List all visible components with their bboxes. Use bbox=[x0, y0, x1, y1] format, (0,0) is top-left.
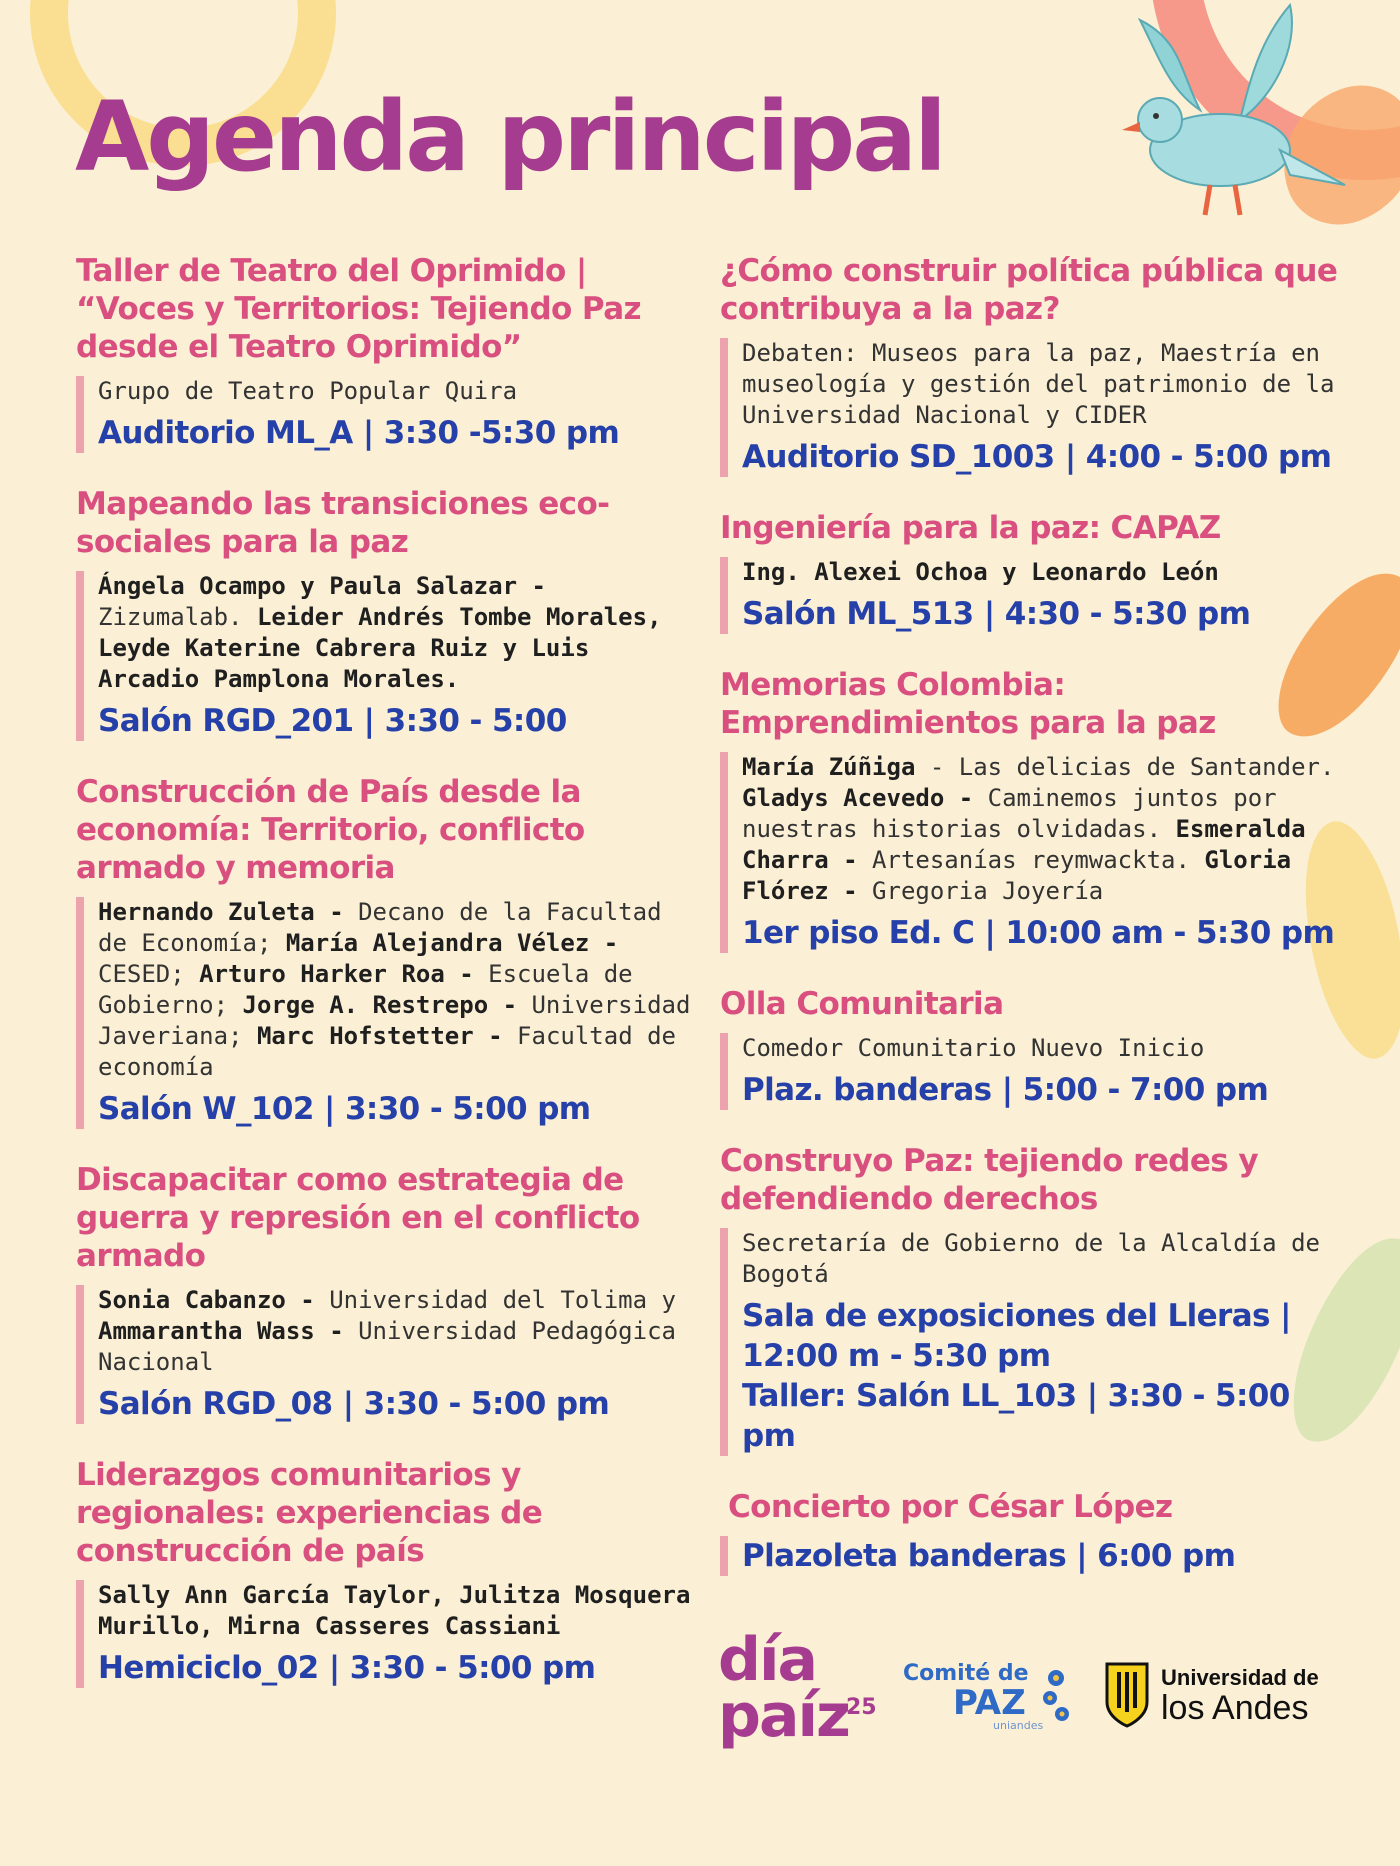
event-title: ¿Cómo construir política pública que contribuya a la paz? bbox=[720, 253, 1338, 327]
event-body bbox=[720, 1228, 1340, 1456]
event-location: Salón RGD_08 | 3:30 - 5:00 pm bbox=[98, 1386, 610, 1422]
event-card bbox=[720, 252, 1340, 477]
speaker-name: Gloria Flórez - bbox=[742, 846, 1292, 905]
event-title: Taller de Teatro del Oprimido | “Voces y Territorios: Tejiendo Paz desde el Teatro Oprimido” bbox=[76, 253, 641, 365]
comite-logo-line1: Comité de bbox=[903, 1661, 1029, 1686]
event-body bbox=[76, 897, 696, 1129]
event-body bbox=[76, 571, 696, 741]
event-card bbox=[76, 773, 696, 1129]
event-description bbox=[98, 1580, 696, 1642]
event-card bbox=[76, 1161, 696, 1424]
uniandes-shield-icon bbox=[1103, 1662, 1151, 1728]
event-description bbox=[742, 752, 1340, 907]
speaker-affiliation: Facultad de economía bbox=[98, 1022, 676, 1081]
event-location: Salón ML_513 | 4:30 - 5:30 pm bbox=[742, 596, 1251, 632]
speaker-affiliation: Gregoria Joyería bbox=[872, 877, 1104, 905]
event-body bbox=[76, 376, 696, 453]
event-description bbox=[742, 557, 1340, 588]
speaker-affiliation: Comedor Comunitario Nuevo Inicio bbox=[742, 1034, 1205, 1062]
speaker-affiliation: Artesanías reymwackta. bbox=[872, 846, 1205, 874]
speaker-affiliation: Grupo de Teatro Popular Quira bbox=[98, 377, 518, 405]
page-title: Agenda principal bbox=[75, 81, 944, 193]
event-description bbox=[98, 1285, 696, 1378]
speaker-affiliation: - Las delicias de Santander. bbox=[929, 753, 1335, 781]
speaker-affiliation: Secretaría de Gobierno de la Alcaldía de Bogotá bbox=[742, 1229, 1320, 1288]
event-card bbox=[76, 1456, 696, 1688]
uniandes-logo-text bbox=[1161, 1666, 1319, 1726]
event-card bbox=[76, 485, 696, 741]
speaker-affiliation: Universidad Javeriana; bbox=[98, 991, 691, 1050]
left-column bbox=[76, 252, 696, 1720]
comite-flower-icon bbox=[1038, 1666, 1074, 1726]
dia-paiz-logo-year: 25 bbox=[846, 1695, 877, 1720]
speaker-name: Esmeralda Charra - bbox=[742, 815, 1306, 874]
event-location: Plazoleta banderas | 6:00 pm bbox=[742, 1538, 1236, 1574]
dia-paiz-logo-top: día bbox=[718, 1625, 817, 1695]
speaker-name: Ammarantha Wass - bbox=[98, 1317, 359, 1345]
dia-paiz-logo bbox=[718, 1625, 877, 1751]
event-description bbox=[98, 571, 696, 695]
speaker-name: María Zúñiga bbox=[742, 753, 930, 781]
event-body bbox=[76, 1580, 696, 1688]
event-location: Salón W_102 | 3:30 - 5:00 pm bbox=[98, 1091, 591, 1127]
speaker-name: Arturo Harker Roa - bbox=[199, 960, 489, 988]
event-location: Plaz. banderas | 5:00 - 7:00 pm bbox=[742, 1072, 1269, 1108]
event-location: Hemiciclo_02 | 3:30 - 5:00 pm bbox=[98, 1650, 596, 1686]
event-title: Olla Comunitaria bbox=[720, 986, 1004, 1022]
speaker-affiliation: Zizumalab. bbox=[98, 603, 257, 631]
speaker-name: Sally Ann García Taylor, Julitza Mosquera Murillo, Mirna Casseres Cassiani bbox=[98, 1581, 691, 1640]
event-body bbox=[720, 1536, 1340, 1576]
uniandes-logo-line1: Universidad de bbox=[1161, 1665, 1319, 1690]
speaker-affiliation: Caminemos juntos por nuestras historias olvidadas. bbox=[742, 784, 1277, 843]
event-location: 1er piso Ed. C | 10:00 am - 5:30 pm bbox=[742, 915, 1335, 951]
event-location-secondary: Taller: Salón LL_103 | 3:30 - 5:00 pm bbox=[742, 1378, 1290, 1454]
speaker-name: Hernando Zuleta - bbox=[98, 898, 359, 926]
event-card bbox=[720, 1488, 1340, 1576]
speaker-name: Ing. Alexei Ochoa y Leonardo León bbox=[742, 558, 1219, 586]
event-description bbox=[742, 1228, 1340, 1290]
speaker-name: Ángela Ocampo y Paula Salazar - bbox=[98, 572, 546, 600]
speaker-affiliation: Debaten: Museos para la paz, Maestría en museología y gestión del patrimonio de la Universidad Nacional y CIDER bbox=[742, 339, 1335, 429]
event-card bbox=[76, 252, 696, 453]
event-description bbox=[98, 897, 696, 1083]
speaker-affiliation: CESED; bbox=[98, 960, 200, 988]
right-column bbox=[720, 252, 1340, 1608]
event-title: Construyo Paz: tejiendo redes y defendiendo derechos bbox=[720, 1143, 1258, 1217]
event-description bbox=[742, 1033, 1340, 1064]
speaker-name: Jorge A. Restrepo - bbox=[242, 991, 532, 1019]
sponsor-logos bbox=[718, 1625, 1338, 1772]
event-description bbox=[742, 338, 1340, 431]
speaker-name: Marc Hofstetter - bbox=[256, 1022, 518, 1050]
event-description bbox=[98, 376, 696, 407]
speaker-name: Leider Andrés Tombe Morales, Leyde Katerine Cabrera Ruiz y Luis Arcadio Pamplona Morales. bbox=[98, 603, 662, 693]
comite-logo-line3: uniandes bbox=[993, 1719, 1044, 1732]
event-title: Liderazgos comunitarios y regionales: experiencias de construcción de país bbox=[76, 1457, 543, 1569]
speaker-affiliation: Universidad Pedagógica Nacional bbox=[98, 1317, 676, 1376]
event-card bbox=[720, 666, 1340, 953]
dove-illustration bbox=[1100, 0, 1360, 240]
speaker-name: Sonia Cabanzo - bbox=[98, 1286, 330, 1314]
event-card bbox=[720, 509, 1340, 634]
event-body bbox=[720, 338, 1340, 477]
event-location: Salón RGD_201 | 3:30 - 5:00 bbox=[98, 703, 567, 739]
speaker-affiliation: Universidad del Tolima y bbox=[329, 1286, 676, 1314]
event-location: Sala de exposiciones del Lleras | 12:00 m - 5:30 pm bbox=[742, 1298, 1291, 1374]
speaker-affiliation: Decano de la Facultad de Economía; bbox=[98, 898, 662, 957]
event-title: Concierto por César López bbox=[728, 1489, 1173, 1525]
event-title: Mapeando las transiciones eco-sociales para la paz bbox=[76, 486, 610, 560]
comite-de-paz-logo bbox=[903, 1662, 1073, 1732]
uniandes-logo bbox=[1103, 1662, 1343, 1732]
comite-logo-line2: PAZ bbox=[953, 1683, 1026, 1723]
uniandes-logo-line2: los Andes bbox=[1161, 1689, 1309, 1727]
speaker-name: Gladys Acevedo - bbox=[742, 784, 988, 812]
event-card bbox=[720, 985, 1340, 1110]
event-body bbox=[720, 1033, 1340, 1110]
event-location: Auditorio ML_A | 3:30 -5:30 pm bbox=[98, 415, 620, 451]
event-title: Ingeniería para la paz: CAPAZ bbox=[720, 510, 1221, 546]
event-title: Construcción de País desde la economía: Territorio, conflicto armado y memoria bbox=[76, 774, 585, 886]
event-body bbox=[720, 752, 1340, 953]
event-title: Memorias Colombia: Emprendimientos para la paz bbox=[720, 667, 1216, 741]
speaker-name: María Alejandra Vélez - bbox=[285, 929, 619, 957]
speaker-affiliation: Escuela de Gobierno; bbox=[98, 960, 633, 1019]
event-body bbox=[720, 557, 1340, 634]
event-title: Discapacitar como estrategia de guerra y represión en el conflicto armado bbox=[76, 1162, 640, 1274]
event-card bbox=[720, 1142, 1340, 1456]
event-body bbox=[76, 1285, 696, 1424]
event-location: Auditorio SD_1003 | 4:00 - 5:00 pm bbox=[742, 439, 1332, 475]
dia-paiz-logo-bottom: paíz bbox=[718, 1681, 849, 1751]
